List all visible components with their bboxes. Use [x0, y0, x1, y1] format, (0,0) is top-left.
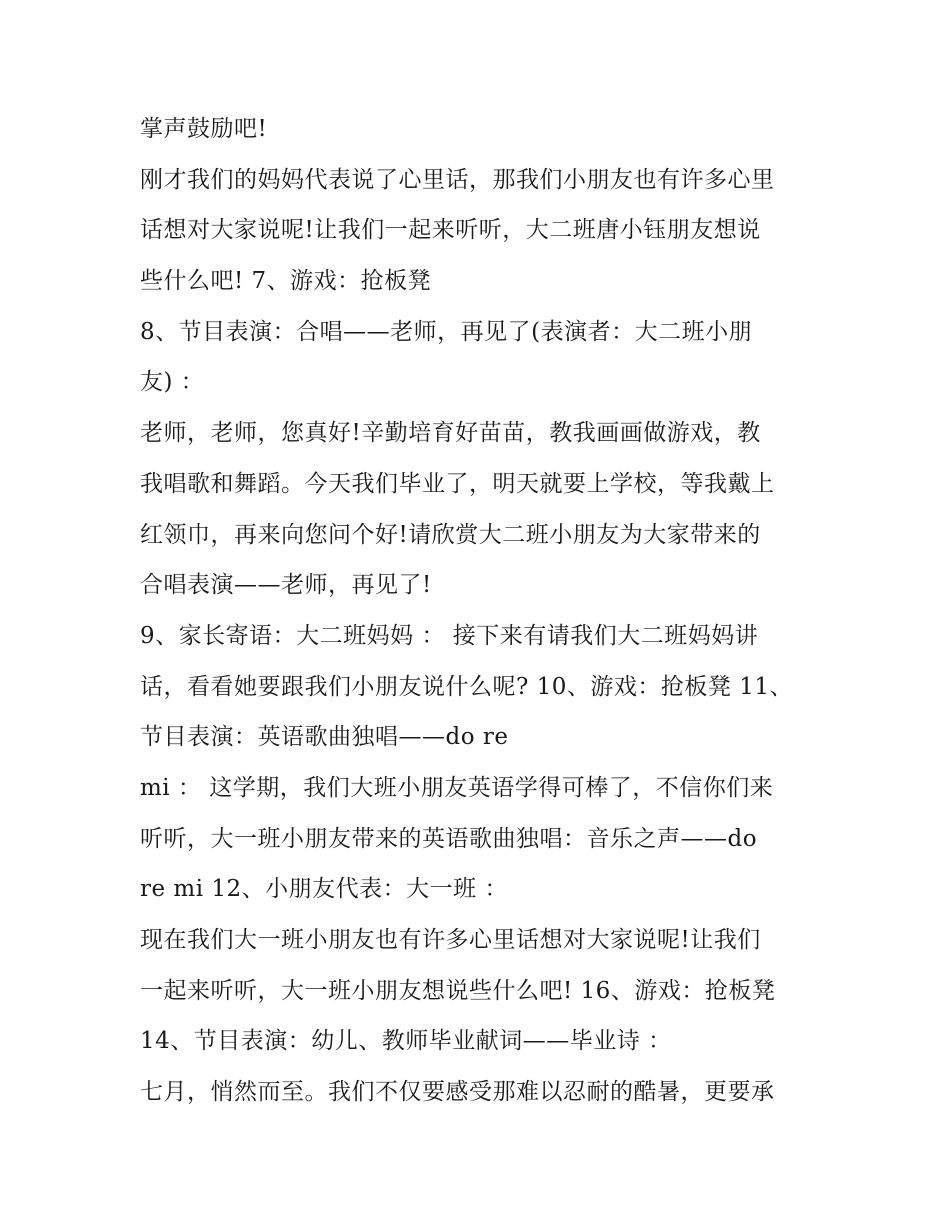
text-line: 现在我们大一班小朋友也有许多心里话想对大家说呢!让我们 — [140, 927, 761, 953]
text-line: 老师，老师，您真好!辛勤培育好苗苗，教我画画做游戏，教 — [140, 420, 761, 447]
text-line: 话，看看她要跟我们小朋友说什么呢? 10、游戏：抢板凳 11、 — [140, 673, 793, 700]
text-line: 友) ： — [140, 369, 205, 396]
text-line: 我唱歌和舞蹈。今天我们毕业了，明天就要上学校，等我戴上 — [140, 470, 775, 497]
text-line: 七月，悄然而至。我们不仅要感受那难以忍耐的酷暑，更要承 — [140, 1079, 775, 1106]
body-text — [140, 104, 820, 1118]
text-line: 听听，大一班小朋友带来的英语歌曲独唱：音乐之声——do — [140, 825, 758, 852]
text-line: 红领巾，再来向您问个好!请欣赏大二班小朋友为大家带来的 — [140, 521, 761, 548]
text-line: 话想对大家说呢!让我们一起来听听，大二班唐小钰朋友想说 — [140, 217, 761, 244]
text-line: 一起来听听，大一班小朋友想说些什么吧! 16、游戏：抢板凳 — [140, 977, 776, 1004]
text-line: 合唱表演——老师，再见了! — [140, 572, 432, 599]
text-line: 刚才我们的妈妈代表说了心里话，那我们小朋友也有许多心里 — [140, 166, 775, 193]
text-line: mi ： 这学期，我们大班小朋友英语学得可棒了，不信你们来 — [140, 774, 774, 801]
text-line: 14、节目表演：幼儿、教师毕业献词——毕业诗 ： — [140, 1028, 672, 1055]
text-line: 8、节目表演：合唱——老师，再见了(表演者：大二班小朋 — [140, 318, 753, 345]
text-line: 9、家长寄语：大二班妈妈 ： 接下来有请我们大二班妈妈讲 — [140, 622, 759, 649]
text-line: 节目表演：英语歌曲独唱——do re — [140, 724, 509, 751]
text-line: re mi 12、小朋友代表：大一班 ： — [140, 876, 508, 903]
text-line: 些什么吧! 7、游戏：抢板凳 — [140, 268, 432, 295]
text-line: 掌声鼓励吧! — [140, 116, 268, 142]
